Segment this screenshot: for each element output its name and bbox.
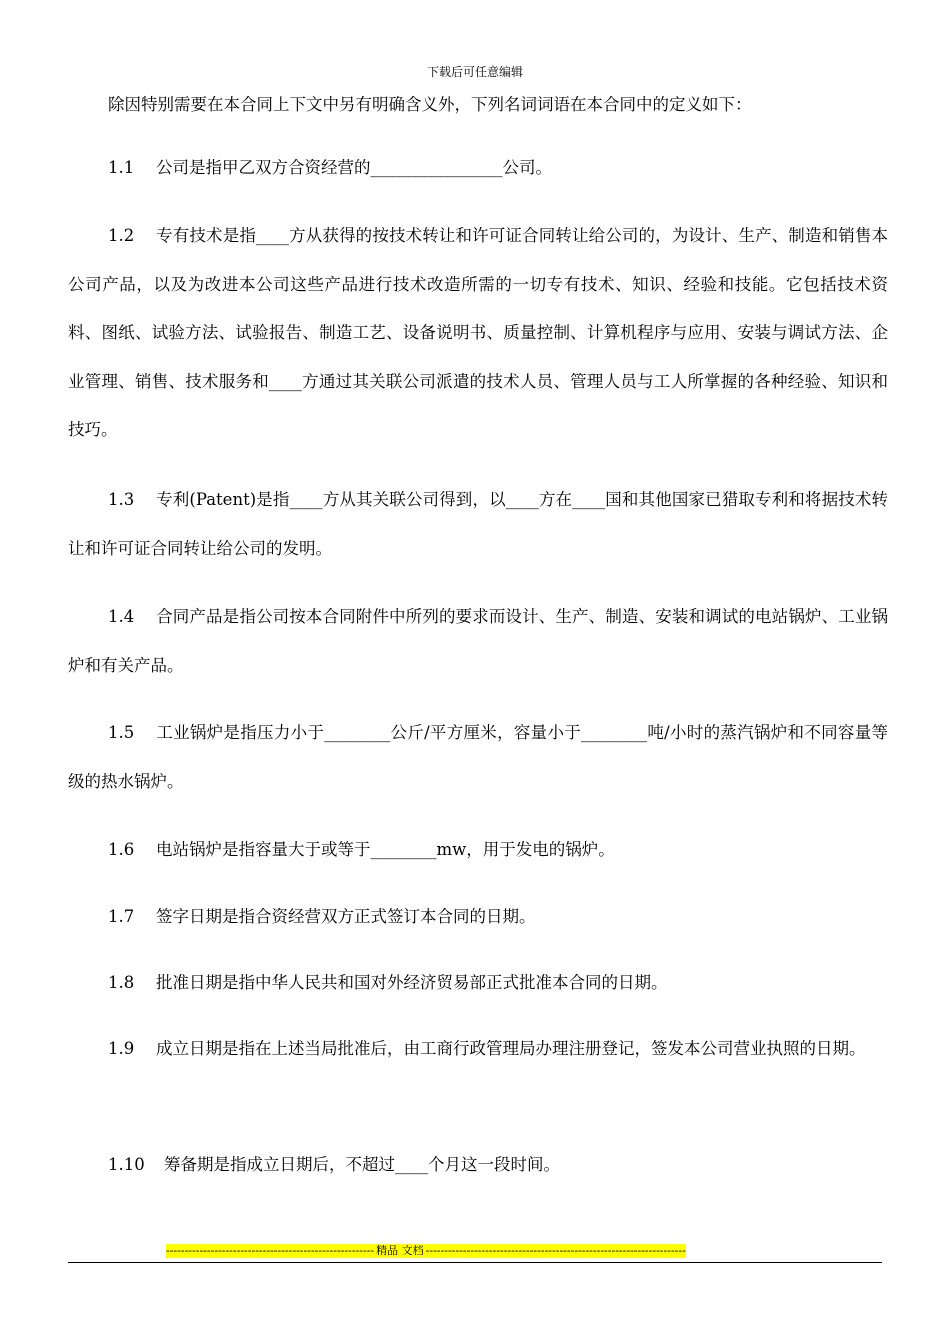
footer-label: 精品 文档 [376,1244,424,1257]
clause-1-10 [68,1141,888,1190]
clause-1-9 [68,1025,888,1074]
clause-number: 1.8 [108,973,135,992]
clause-number: 1.7 [108,907,135,926]
clause-text: 电站锅炉是指容量大于或等于________mw，用于发电的锅炉。 [156,840,615,859]
clause-number: 1.3 [108,490,135,509]
footer-dashes-left: -------------------------------------------------------- [166,1244,375,1257]
clause-1-8 [68,959,888,1008]
clause-number: 1.2 [108,226,135,245]
clause-1-1 [68,144,888,193]
page-header: 下载后可任意编辑 [426,65,523,79]
clause-text: 签字日期是指合资经营双方正式签订本合同的日期。 [156,907,536,926]
clause-1-3 [68,476,888,573]
clause-text: 成立日期是指在上述当局批准后，由工商行政管理局办理注册登记，签发本公司营业执照的日期。 [156,1039,866,1058]
clause-text: 公司是指甲乙双方合资经营的________________公司。 [156,158,552,177]
clause-number: 1.1 [108,158,135,177]
clause-1-4 [68,593,888,690]
clause-1-5 [68,709,888,806]
clause-1-2 [68,212,888,455]
clause-text: 工业锅炉是指压力小于________公斤/平方厘米，容量小于________吨/小时的蒸汽锅炉和不同容量等级的热水锅炉。 [68,723,888,791]
footer-rule [68,1262,882,1263]
footer-banner [166,1244,686,1258]
clause-number: 1.9 [108,1039,135,1058]
clause-text: 专利(Patent)是指____方从其关联公司得到，以____方在____国和其他国家已猎取专利和将据技术转让和许可证合同转让给公司的发明。 [68,490,888,558]
clause-number: 1.4 [108,607,135,626]
clause-text: 批准日期是指中华人民共和国对外经济贸易部正式批准本合同的日期。 [156,973,668,992]
clause-number: 1.5 [108,723,135,742]
clause-1-6 [68,826,888,875]
clause-text: 合同产品是指公司按本合同附件中所列的要求而设计、生产、制造、安装和调试的电站锅炉、工业锅炉和有关产品。 [68,607,888,675]
intro-paragraph: 除因特别需要在本合同上下文中另有明确含义外，下列名词词语在本合同中的定义如下： [108,95,752,114]
clause-number: 1.6 [108,840,135,859]
clause-text: 专有技术是指____方从获得的按技术转让和许可证合同转让给公司的，为设计、生产、制造和销售本公司产品，以及为改进本公司这些产品进行技术改造所需的一切专有技术、知识、经验和技能。它包括技术资料、图纸、试验方法、试验报告、制造工艺、设备说明书、质量控制、计算机程序与应用、安装与调试方法、企业管理、销售、技术服务和____方通过其关联公司派遣的技术人员、管理人员与工人所掌握的各种经验、知识和技巧。 [68,226,888,439]
footer-dashes-right: ---------------------------------------------------------------------- [425,1244,686,1257]
clause-1-7 [68,893,888,942]
clause-number: 1.10 [108,1155,145,1174]
clause-text: 筹备期是指成立日期后，不超过____个月这一段时间。 [164,1155,560,1174]
